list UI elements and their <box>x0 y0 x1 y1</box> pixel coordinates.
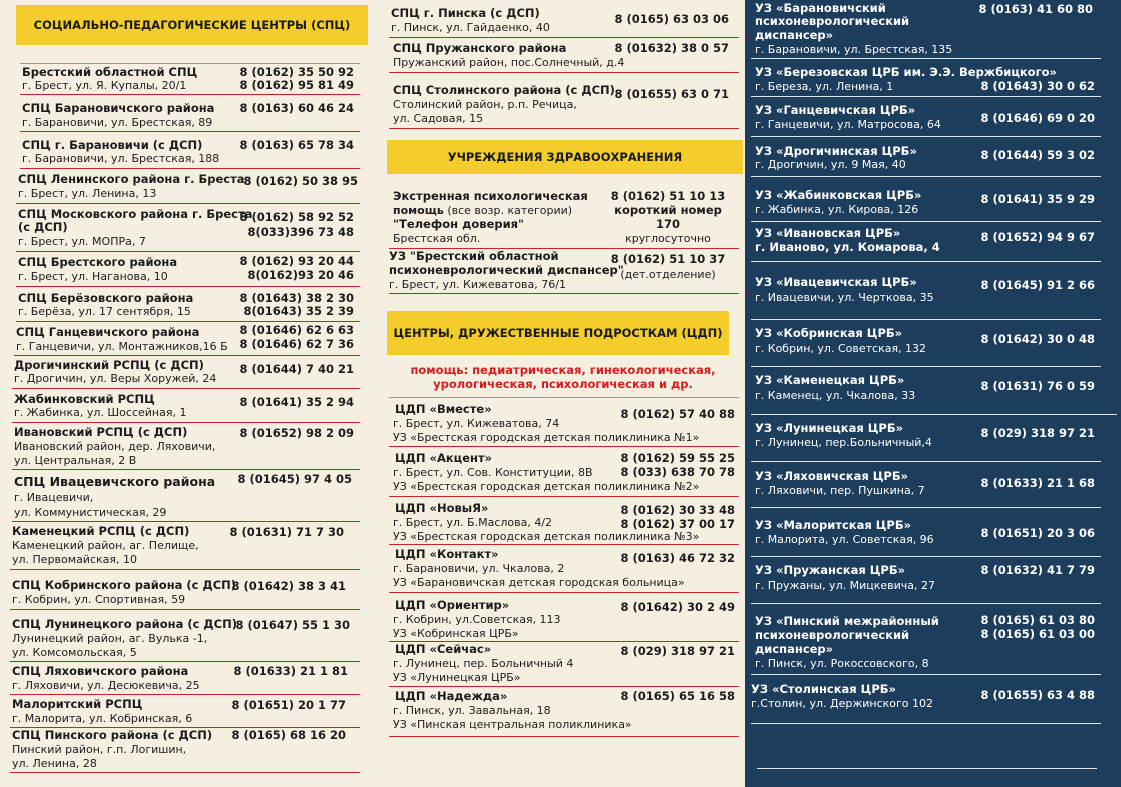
divider <box>16 286 360 287</box>
dispensary-name-cont: психоневрологический диспансер" <box>389 263 624 277</box>
divider <box>751 176 1101 177</box>
crb-name-cont: диспансер» <box>755 642 834 656</box>
spc-phone[interactable]: 8 (0162) 58 92 52 <box>239 210 354 224</box>
spc-addr-cont: ул. Ленина, 28 <box>12 757 97 770</box>
divider <box>14 355 360 356</box>
spc-addr: г. Ганцевичи, ул. Монтажников,16 Б <box>16 340 228 353</box>
divider <box>751 319 1101 320</box>
divider <box>10 569 360 570</box>
crb-name: УЗ «Дрогичинская ЦРБ» <box>755 144 917 158</box>
divider <box>751 556 1101 557</box>
crb-phone[interactable]: 8 (01652) 94 9 67 <box>980 230 1095 244</box>
dispensary-addr: г. Брест, ул. Кижеватова, 76/1 <box>389 278 566 291</box>
divider <box>12 469 360 470</box>
cdp-phone[interactable]: 8 (0162) 37 00 17 <box>620 517 735 531</box>
cdp-name: ЦДП «Вместе» <box>395 402 492 416</box>
divider <box>389 72 739 73</box>
cdp-name: ЦДП «Ориентир» <box>395 598 510 612</box>
divider <box>751 136 1101 137</box>
crb-phone[interactable]: 8 (0165) 61 03 00 <box>980 627 1095 641</box>
crb-phone[interactable]: 8 (01645) 91 2 66 <box>980 278 1095 292</box>
spc-name: СПЦ Пинского района (с ДСП) <box>12 728 213 742</box>
spc-addr: Столинский район, р.п. Речица, <box>393 98 577 111</box>
spc-phone[interactable]: 8(0162)93 20 46 <box>247 268 354 282</box>
spc-phone[interactable]: 8 (0165) 63 03 06 <box>614 12 729 26</box>
crb-phone[interactable]: 8 (01633) 21 1 68 <box>980 476 1095 490</box>
cdp-addr: г. Кобрин, ул.Советская, 113 <box>393 613 561 626</box>
spc-phone[interactable]: 8 (01646) 62 7 36 <box>239 337 354 351</box>
spc-name: СПЦ г. Пинска (с ДСП) <box>391 6 540 20</box>
divider <box>389 592 739 593</box>
divider <box>20 94 360 95</box>
hotline-short-label: короткий номер <box>614 203 722 217</box>
divider <box>389 736 739 737</box>
cdp-help-line1: помощь: педиатрическая, гинекологическая, <box>410 363 716 377</box>
cdp-addr: г. Брест, ул. Сов. Конституции, 8В <box>393 466 593 479</box>
divider <box>389 397 739 398</box>
spc-addr-cont: ул. Коммунистическая, 29 <box>14 506 167 519</box>
crb-phone[interactable]: 8 (0165) 61 03 80 <box>980 613 1095 627</box>
crb-addr: г. Пинск, ул. Рокоссовского, 8 <box>755 657 929 670</box>
divider <box>10 694 360 695</box>
divider <box>751 261 1101 262</box>
crb-name: УЗ «Барановичский <box>755 1 886 15</box>
divider <box>389 446 739 447</box>
spc-phone[interactable]: 8 (01633) 21 1 81 <box>233 664 348 678</box>
spc-phone[interactable]: 8 (0165) 68 16 20 <box>231 728 346 742</box>
cdp-clinic: УЗ «Лунинецкая ЦРБ» <box>393 671 521 684</box>
cdp-phone[interactable]: 8 (033) 638 70 78 <box>620 465 735 479</box>
crb-addr: г. Барановичи, ул. Брестская, 135 <box>755 43 953 56</box>
spc-phone[interactable]: 8 (0162) 35 50 92 <box>239 65 354 79</box>
spc-name: Жабинковский РСПЦ <box>14 392 155 406</box>
spc-name-cont: (с ДСП) <box>18 220 68 234</box>
spc-name: СПЦ Ленинского района г. Бреста <box>18 172 245 186</box>
hotline-short-number[interactable]: 170 <box>655 217 680 231</box>
crb-name: УЗ «Кобринская ЦРБ» <box>755 326 903 340</box>
cdp-clinic: УЗ «Пинская центральная поликлиника» <box>393 718 632 731</box>
divider <box>12 388 360 389</box>
cdp-title: ЦЕНТРЫ, ДРУЖЕСТВЕННЫЕ ПОДРОСТКАМ (ЦДП) <box>393 326 723 340</box>
divider <box>16 251 360 252</box>
divider <box>751 221 1101 222</box>
spc-phone[interactable]: 8 (01644) 7 40 21 <box>239 362 354 376</box>
spc-addr: г. Ляховичи, ул. Десюкевича, 25 <box>12 679 200 692</box>
crb-name: УЗ «Ляховичская ЦРБ» <box>755 469 909 483</box>
spc-phone[interactable]: 8 (01643) 38 2 30 <box>239 291 354 305</box>
divider <box>751 96 1101 97</box>
divider <box>10 772 360 773</box>
divider <box>389 544 739 545</box>
spc-name: СПЦ г. Барановичи (с ДСП) <box>22 138 203 152</box>
spc-addr: Пинский район, г.п. Логишин, <box>12 743 187 756</box>
spc-name: СПЦ Московского района г. Бреста <box>18 207 253 221</box>
health-banner <box>387 140 743 174</box>
crb-name: УЗ «Жабинковская ЦРБ» <box>755 188 922 202</box>
dispensary-note: (дет.отделение) <box>620 268 716 281</box>
divider <box>751 674 1101 675</box>
crb-phone[interactable]: 8 (01655) 63 4 88 <box>980 688 1095 702</box>
cdp-phone[interactable]: 8 (0162) 30 33 48 <box>620 503 735 517</box>
spc-addr-cont: ул. Садовая, 15 <box>393 112 484 125</box>
cdp-name: ЦДП «Акцент» <box>395 451 493 465</box>
spc-phone[interactable]: 8 (0162) 50 38 95 <box>243 174 358 188</box>
spc-name: СПЦ Ганцевичского района <box>16 325 200 339</box>
divider <box>751 58 1101 59</box>
spc-banner <box>16 5 368 45</box>
hotline-name: Экстренная психологическая <box>393 189 588 203</box>
crb-addr: г. Иваново, ул. Комарова, 4 <box>755 240 940 254</box>
crb-addr: г. Ивацевичи, ул. Черткова, 35 <box>755 291 934 304</box>
cdp-phone[interactable]: 8 (0163) 46 72 32 <box>620 551 735 565</box>
spc-phone[interactable]: 8 (0163) 65 78 34 <box>239 138 354 152</box>
crb-phone[interactable]: 8 (01651) 20 3 06 <box>980 526 1095 540</box>
spc-addr: г. Пинск, ул. Гайдаенко, 40 <box>391 21 550 34</box>
spc-name: СПЦ Ивацевичского района <box>14 474 216 489</box>
spc-phone[interactable]: 8 (01645) 97 4 05 <box>237 472 352 486</box>
spc-addr: г. Брест, ул. Наганова, 10 <box>18 270 168 283</box>
divider <box>389 128 739 129</box>
spc-phone[interactable]: 8 (01652) 98 2 09 <box>239 426 354 440</box>
health-title: УЧРЕЖДЕНИЯ ЗДРАВООХРАНЕНИЯ <box>447 150 683 164</box>
spc-name: СПЦ Лунинецкого района (с ДСП) <box>12 617 237 631</box>
spc-name: СПЦ Кобринского района (с ДСП) <box>12 578 237 592</box>
crb-name: УЗ «Пинский межрайонный <box>755 614 939 628</box>
spc-name: СПЦ Столинского района (с ДСП) <box>393 83 615 97</box>
cdp-name: ЦДП «НовыЯ» <box>395 501 489 515</box>
spc-name: Брестский областной СПЦ <box>22 65 198 79</box>
crb-addr: г. Береза, ул. Ленина, 1 <box>755 80 894 93</box>
hotline-note: круглосуточно <box>625 232 711 245</box>
divider <box>389 293 739 294</box>
spc-addr: Пружанский район, пос.Солнечный, д.4 <box>393 56 625 69</box>
cdp-name: ЦДП «Контакт» <box>395 547 499 561</box>
crb-addr: г. Дрогичин, ул. 9 Мая, 40 <box>755 158 906 171</box>
hotline-name-rest: (все возр. категории) <box>443 204 573 217</box>
hotline-label: "Телефон доверия" <box>393 217 525 231</box>
spc-name: СПЦ Ляховичского района <box>12 664 189 678</box>
spc-phone[interactable]: 8(033)396 73 48 <box>247 225 354 239</box>
crb-name: УЗ «Ганцевичская ЦРБ» <box>755 103 916 117</box>
cdp-clinic: УЗ «Барановичская детская городская больница» <box>393 576 685 589</box>
divider <box>389 686 739 687</box>
spc-addr-cont: ул. Центральная, 2 В <box>14 454 137 467</box>
spc-phone[interactable]: 8(01643) 35 2 39 <box>243 304 354 318</box>
spc-addr: г. Брест, ул. МОПРа, 7 <box>18 235 146 248</box>
hotline-region: Брестская обл. <box>393 232 481 245</box>
cdp-clinic: УЗ «Брестская городская детская поликлиника №2» <box>393 480 700 493</box>
divider <box>20 63 360 64</box>
spc-addr-cont: ул. Первомайская, 10 <box>12 553 137 566</box>
crb-name: УЗ «Малоритская ЦРБ» <box>755 518 912 532</box>
crb-name-cont: психоневрологический <box>755 14 910 28</box>
spc-addr: г. Малорита, ул. Кобринская, 6 <box>12 712 193 725</box>
spc-name: Каменецкий РСПЦ (с ДСП) <box>12 524 190 538</box>
crb-name: УЗ «Лунинецкая ЦРБ» <box>755 421 904 435</box>
spc-addr-cont: ул. Комсомольская, 5 <box>12 646 137 659</box>
cdp-phone[interactable]: 8 (0162) 57 40 88 <box>620 407 735 421</box>
divider <box>751 366 1101 367</box>
crb-column <box>745 0 1121 787</box>
spc-phone[interactable]: 8 (0163) 60 46 24 <box>239 101 354 115</box>
spc-addr: г. Жабинка, ул. Шоссейная, 1 <box>14 406 187 419</box>
spc-phone[interactable]: 8 (01647) 55 1 30 <box>235 618 350 632</box>
crb-name: УЗ «Столинская ЦРБ» <box>751 682 896 696</box>
cdp-banner <box>387 311 729 355</box>
hotline-name-bold: помощь <box>393 204 444 217</box>
spc-phone[interactable]: 8 (01655) 63 0 71 <box>614 87 729 101</box>
spc-phone[interactable]: 8 (0162) 95 81 49 <box>239 78 354 92</box>
divider <box>389 496 739 497</box>
spc-addr: г. Берёза, ул. 17 сентября, 15 <box>18 305 191 318</box>
spc-addr: г. Брест, ул. Ленина, 13 <box>18 187 157 200</box>
crb-addr: г.Столин, ул. Держинского 102 <box>751 697 934 710</box>
cdp-clinic: УЗ «Кобринская ЦРБ» <box>393 627 519 640</box>
divider <box>12 521 360 522</box>
cdp-clinic: УЗ «Брестская городская детская поликлиника №1» <box>393 431 700 444</box>
cdp-phone[interactable]: 8 (0162) 59 55 25 <box>620 451 735 465</box>
spc-phone[interactable]: 8 (01632) 38 0 57 <box>614 41 729 55</box>
crb-name: УЗ «Ивацевичская ЦРБ» <box>755 275 917 289</box>
spc-phone[interactable]: 8 (01631) 71 7 30 <box>229 525 344 539</box>
spc-title: СОЦИАЛЬНО-ПЕДАГОГИЧЕСКИЕ ЦЕНТРЫ (СПЦ) <box>33 18 351 32</box>
cdp-help-line2: урологическая, психологическая и др. <box>433 377 693 391</box>
spc-phone[interactable]: 8 (01641) 35 2 94 <box>239 395 354 409</box>
crb-phone[interactable]: 8 (01641) 35 9 29 <box>980 192 1095 206</box>
crb-addr: г. Ганцевичи, ул. Матросова, 64 <box>755 118 941 131</box>
divider <box>751 603 1101 604</box>
spc-addr: г. Брест, ул. Я. Купалы, 20/1 <box>22 79 187 92</box>
cdp-name: ЦДП «Сейчас» <box>395 642 492 656</box>
cdp-addr: г. Брест, ул. Б.Маслова, 4/2 <box>393 516 553 529</box>
divider <box>10 661 360 662</box>
crb-phone[interactable]: 8 (01632) 41 7 79 <box>980 563 1095 577</box>
spc-name: Ивановский РСПЦ (с ДСП) <box>14 425 188 439</box>
crb-addr: г. Кобрин, ул. Советская, 132 <box>755 342 927 355</box>
spc-phone[interactable]: 8 (01646) 62 6 63 <box>239 323 354 337</box>
divider <box>20 131 360 132</box>
spc-addr: г. Барановичи, ул. Брестская, 188 <box>22 152 220 165</box>
crb-addr: г. Ляховичи, пер. Пушкина, 7 <box>755 484 925 497</box>
crb-addr: г. Лунинец, пер.Больничный,4 <box>755 436 932 449</box>
crb-addr: г. Жабинка, ул. Кирова, 126 <box>755 203 919 216</box>
spc-name: СПЦ Пружанского района <box>393 41 567 55</box>
spc-name: СПЦ Барановичского района <box>22 101 215 115</box>
cdp-addr: г. Пинск, ул. Завальная, 18 <box>393 704 551 717</box>
crb-addr: г. Малорита, ул. Советская, 96 <box>755 533 934 546</box>
spc-phone[interactable]: 8 (01642) 38 3 41 <box>231 579 346 593</box>
divider <box>16 203 360 204</box>
divider <box>757 768 1097 769</box>
cdp-addr: г. Барановичи, ул. Чкалова, 2 <box>393 562 565 575</box>
spc-addr: г. Барановичи, ул. Брестская, 89 <box>22 116 213 129</box>
cdp-phone[interactable]: 8 (029) 318 97 21 <box>620 644 735 658</box>
spc-addr: Каменецкий район, аг. Пелище, <box>12 539 199 552</box>
crb-name: УЗ «Березовская ЦРБ им. Э.Э. Вержбицкого» <box>755 65 1057 79</box>
cdp-name: ЦДП «Надежда» <box>395 689 508 703</box>
crb-name-cont: психоневрологический <box>755 628 910 642</box>
spc-phone[interactable]: 8 (01651) 20 1 77 <box>231 698 346 712</box>
spc-phone[interactable]: 8 (0162) 93 20 44 <box>239 254 354 268</box>
divider <box>751 507 1101 508</box>
crb-phone[interactable]: 8 (01631) 76 0 59 <box>980 379 1095 393</box>
cdp-phone[interactable]: 8 (01642) 30 2 49 <box>620 600 735 614</box>
spc-addr: г. Кобрин, ул. Спортивная, 59 <box>12 593 186 606</box>
cdp-clinic: УЗ «Брестская городская детская поликлиника №3» <box>393 530 700 543</box>
divider <box>751 414 1117 415</box>
crb-phone[interactable]: 8 (01646) 69 0 20 <box>980 111 1095 125</box>
dispensary-name: УЗ "Брестский областной <box>389 249 559 263</box>
divider <box>16 321 360 322</box>
crb-phone[interactable]: 8 (0163) 41 60 80 <box>978 2 1093 16</box>
divider <box>751 723 1101 724</box>
cdp-addr: г. Лунинец, пер. Больничный 4 <box>393 657 574 670</box>
spc-addr: Лунинецкий район, аг. Вулька -1, <box>12 632 208 645</box>
spc-name: СПЦ Брестского района <box>18 255 178 269</box>
crb-name-cont: диспансер» <box>755 28 834 42</box>
spc-addr: г. Дрогичин, ул. Веры Хоружей, 24 <box>14 372 217 385</box>
spc-addr: Ивановский район, дер. Ляховичи, <box>14 440 216 453</box>
divider <box>10 609 360 610</box>
spc-name: Дрогичинский РСПЦ (с ДСП) <box>14 358 204 372</box>
hotline-name-cont <box>393 204 572 217</box>
divider <box>751 461 1101 462</box>
spc-name: СПЦ Берёзовского района <box>18 291 194 305</box>
dispensary-phone[interactable]: 8 (0162) 51 10 37 <box>610 252 726 266</box>
crb-phone[interactable]: 8 (01642) 30 0 48 <box>980 332 1095 346</box>
crb-name: УЗ «Пружанская ЦРБ» <box>755 563 906 577</box>
divider <box>12 422 360 423</box>
divider <box>389 37 739 38</box>
crb-phone[interactable]: 8 (029) 318 97 21 <box>980 426 1095 440</box>
crb-addr: г. Пружаны, ул. Мицкевича, 27 <box>755 579 935 592</box>
crb-name: УЗ «Ивановская ЦРБ» <box>755 226 901 240</box>
cdp-phone[interactable]: 8 (0165) 65 16 58 <box>620 689 735 703</box>
crb-phone[interactable]: 8 (01644) 59 3 02 <box>980 148 1095 162</box>
hotline-phone[interactable]: 8 (0162) 51 10 13 <box>610 189 726 203</box>
divider <box>20 168 360 169</box>
spc-name: Малоритский РСПЦ <box>12 697 143 711</box>
cdp-addr: г. Брест, ул. Кижеватова, 74 <box>393 417 560 430</box>
crb-addr: г. Каменец, ул. Чкалова, 33 <box>755 389 916 402</box>
spc-addr: г. Ивацевичи, <box>14 491 94 504</box>
crb-name: УЗ «Каменецкая ЦРБ» <box>755 373 905 387</box>
crb-phone[interactable]: 8 (01643) 30 0 62 <box>980 79 1095 93</box>
